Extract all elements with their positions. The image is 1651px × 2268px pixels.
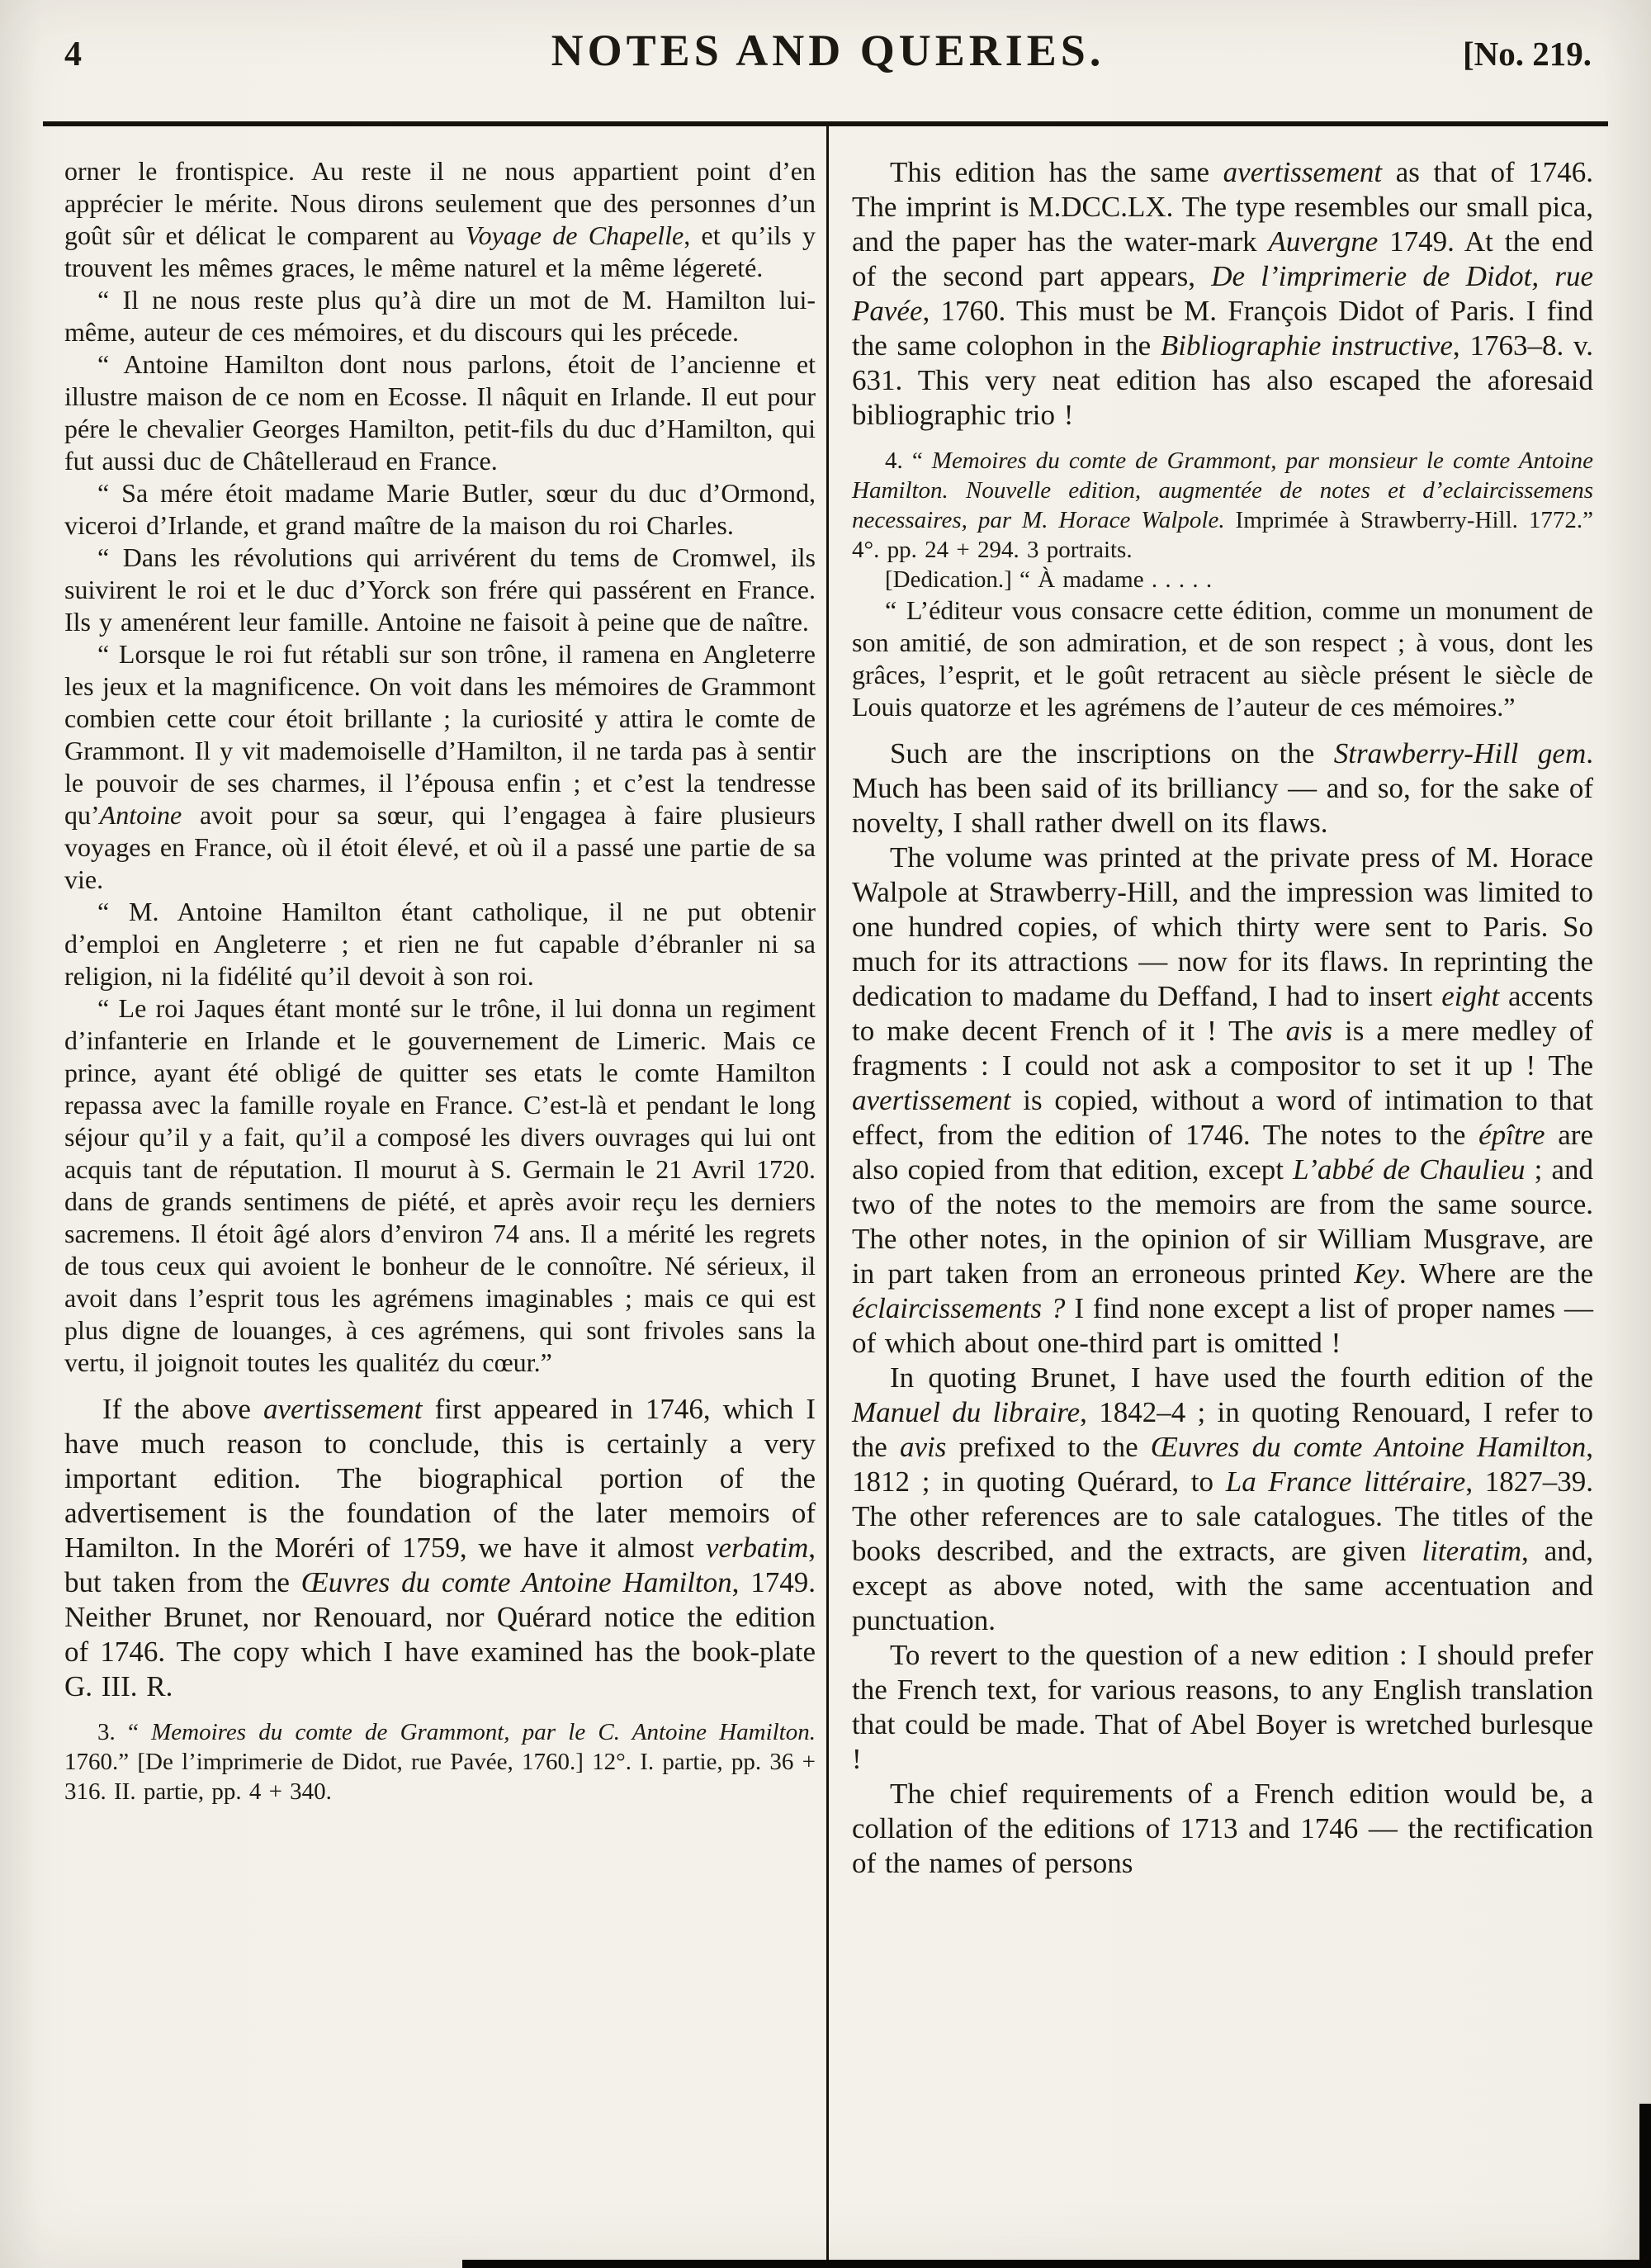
paragraph: The volume was printed at the private press of M. Horace Walpole at Strawberry-Hill, and the impression was limited to one hundred copies, of which thirty were sent to Paris. So much for its attractions — now for its flaws. In reprinting the dedication to madame du Deffand, I had to insert eight accents to make decent French of it ! The avis is a mere medley of fragments : I could not ask a compositor to set it up ! The avertissement is copied, without a word of intimation to that effect, from the edition of 1746. The notes to the épître are also copied from that edition, except L’abbé de Chaulieu ; and two of the notes to the memoirs are from the same source. The other notes, in the opinion of sir William Musgrave, are in part taken from an erroneous printed Key. Where are the éclaircissements ? I find none except a list of proper names — of which about one-third part is omitted ! — [852, 841, 1594, 1359]
paragraph: This edition has the same avertissement as that of 1746. The imprint is M.DCC.LX. The type resembles our small pica, and the paper has the water-mark Auvergne 1749. At the end of the second part appears, De l’imprimerie de Didot, rue Pavée, 1760. This must be M. François Didot of Paris. I find the same colophon in the Bibliographie instructive, 1763–8. v. 631. This very neat edition has also escaped the aforesaid bibliographic trio ! — [852, 156, 1593, 431]
column-divider-rule — [826, 126, 829, 2268]
paragraph: “ L’éditeur vous consacre cette édition, comme un monument de son amitié, de son admiration, et de son respect ; à vous, dont les grâces, l’esprit, et le goût retracent au siècle présent le siècle de Louis quatorze et les agrémens de l’auteur de ces mémoires.” — [852, 595, 1593, 722]
header-rule — [43, 121, 1608, 126]
right-column — [852, 155, 1593, 1881]
paragraph: To revert to the question of a new edition : I should prefer the French text, for various reasons, to any English translation that could be made. That of Abel Boyer is wretched burlesque ! — [852, 1639, 1593, 1775]
paragraph: Such are the inscriptions on the Strawberry-Hill gem. Much has been said of its brilliancy — and so, for the sake of novelty, I shall rather dwell on its flaws. — [852, 737, 1593, 839]
paragraph: “ Sa mére étoit madame Marie Butler, sœur du duc d’Ormond, viceroi d’Irlande, et grand maître de la maison du roi Charles. — [64, 478, 816, 540]
journal-title: NOTES AND QUERIES. — [551, 26, 1105, 75]
paragraph: “ M. Antoine Hamilton étant catholique, il ne put obtenir d’emploi en Angleterre ; et rien ne fut capable d’ébranler ni sa religion, ni la fidélité qu’il devoit à son roi. — [64, 897, 816, 991]
paragraph: The chief requirements of a French edition would be, a collation of the editions of 1713 and 1746 — the rectification of the names of persons — [852, 1778, 1593, 1879]
page-header — [64, 25, 1592, 76]
paragraph: 4. “ Memoires du comte de Grammont, par monsieur le comte Antoine Hamilton. Nouvelle edition, augmentée de notes et d’eclaircissemens necessaires, par M. Horace Walpole. Imprimée à Strawberry-Hill. 1772.” 4°. pp. 24 + 294. 3 portraits. — [852, 447, 1593, 563]
scan-artifact-right-edge — [1639, 2104, 1651, 2268]
left-column — [64, 155, 816, 1806]
paragraph: “ Dans les révolutions qui arrivérent du tems de Cromwel, ils suivirent le roi et le duc d’Yorck son frére qui passérent en France. Ils y amenérent leur famille. Antoine ne faisoit à peine que de naître. — [64, 542, 816, 637]
page-number: 4 — [64, 36, 82, 73]
paragraph: “ Antoine Hamilton dont nous parlons, étoit de l’ancienne et illustre maison de ce nom en Ecosse. Il nâquit en Irlande. Il eut pour pére le chevalier Georges Hamilton, petit-fils du duc d’Hamilton, qui fut aussi duc de Châtelleraud en France. — [64, 349, 816, 476]
paragraph: 3. “ Memoires du comte de Grammont, par le C. Antoine Hamilton. 1760.” [De l’imprimerie de Didot, rue Pavée, 1760.] 12°. I. partie, pp. 36 + 316. II. partie, pp. 4 + 340. — [64, 1719, 816, 1805]
scan-artifact-bottom-edge — [462, 2260, 1651, 2268]
paragraph: “ Il ne nous reste plus qu’à dire un mot de M. Hamilton lui-même, auteur de ces mémoires, et du discours qui les précede. — [64, 285, 816, 347]
paragraph: “ Le roi Jaques étant monté sur le trône, il lui donna un regiment d’infanterie en Irlande et le gouvernement de Limeric. Mais ce prince, ayant été obligé de quitter ses etats le comte Hamilton repassa avec la famille royale en France. C’est-là et pendant le long séjour qu’il y a fait, qu’il a composé les divers ouvrages qui lui ont acquis tant de réputation. Il mourut à S. Germain le 21 Avril 1720. dans de grands sentimens de piété, et après avoir reçu les derniers sacremens. Il étoit âgé alors d’environ 74 ans. Il a mérité les regrets de tous ceux qui avoient le bonheur de le connoître. Né sérieux, il avoit dans l’esprit tous les agrémens imaginables ; mais ce qui est plus digne de louanges, à ces agrémens, qui sont frivoles sans la vertu, il joignoit toutes les qualitéz du cœur.” — [64, 993, 816, 1377]
paragraph: orner le frontispice. Au reste il ne nous appartient point d’en apprécier le mérite. Nous dirons seulement que des personnes d’un goût sûr et délicat le comparent au Voyage de Chapelle, et qu’ils y trouvent les mêmes graces, le même naturel et la même légereté. — [64, 156, 816, 282]
paragraph: “ Lorsque le roi fut rétabli sur son trône, il ramena en Angleterre les jeux et la magnificence. On voit dans les mémoires de Grammont combien cette cour étoit brillante ; la curiosité y attira le comte de Grammont. Il y vit mademoiselle d’Hamilton, il ne tarda pas à sentir le pouvoir de ses charmes, il l’épousa enfin ; et c’est la tendresse qu’Antoine avoit pour sa sœur, qui l’engagea à faire plusieurs voyages en France, où il étoit élevé, et où il a passé une partie de sa vie. — [64, 639, 816, 894]
issue-number: [No. 219. — [1462, 35, 1592, 73]
paragraph: In quoting Brunet, I have used the fourth edition of the Manuel du libraire, 1842–4 ; in quoting Renouard, I refer to the avis prefixed to the Œuvres du comte Antoine Hamilton, 1812 ; in quoting Quérard, to La France littéraire, 1827–39. The other references are to sale catalogues. The titles of the books described, and the extracts, are given literatim, and, except as above noted, with the same accentuation and punctuation. — [852, 1361, 1594, 1636]
paragraph: If the above avertissement first appeared in 1746, which I have much reason to conclude, this is certainly a very important edition. The biographical portion of the advertisement is the foundation of the later memoirs of Hamilton. In the Moréri of 1759, we have it almost verbatim, but taken from the Œuvres du comte Antoine Hamilton, 1749. Neither Brunet, nor Renouard, nor Quérard notice the edition of 1746. The copy which I have examined has the book-plate G. III. R. — [64, 1393, 816, 1702]
paragraph: [Dedication.] “ À madame . . . . . — [885, 566, 1213, 593]
